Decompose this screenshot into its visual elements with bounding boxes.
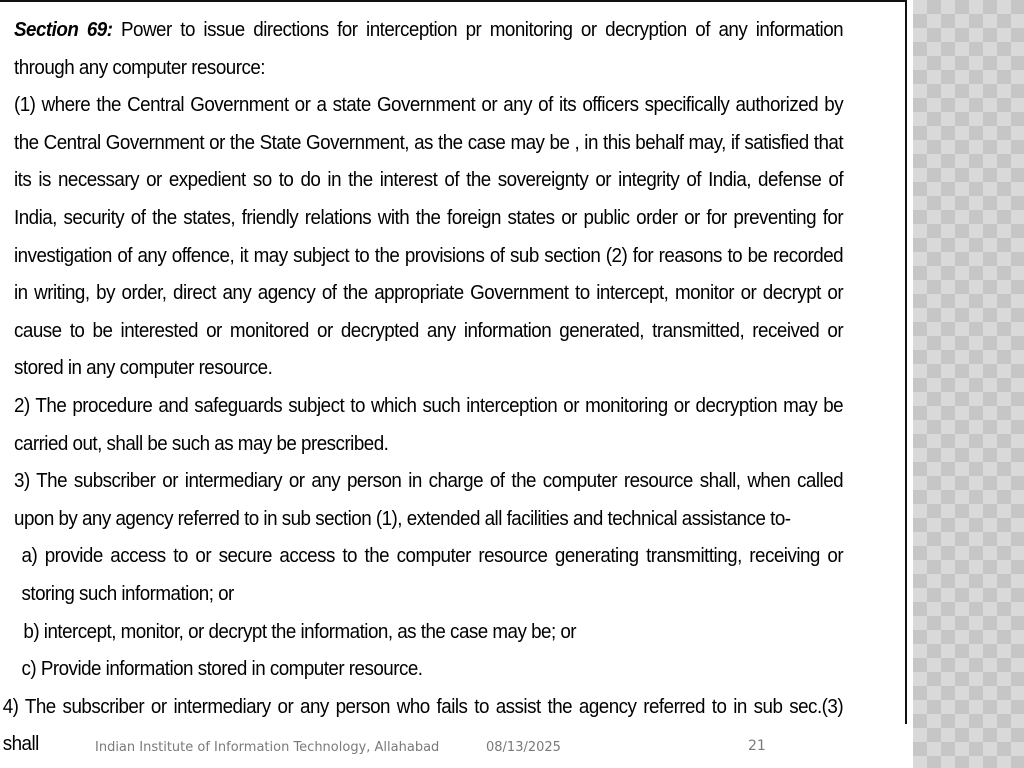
- section-title: Power to issue directions for interception pr monitoring or decryption of any information through any computer resource:: [14, 19, 844, 79]
- decorative-diamond-pattern: [913, 0, 1024, 768]
- footer-institution: Indian Institute of Information Technology, Allahabad: [95, 740, 440, 755]
- section-heading: [14, 12, 843, 87]
- paragraph-2: 2) The procedure and safeguards subject to which such interception or monitoring or decryption may be carried out, shall be such as may be prescribed.: [14, 394, 844, 455]
- paragraph-3c: c) Provide information stored in computer resource.: [21, 658, 423, 681]
- document-text: [2, 12, 844, 764]
- slide-number: 21: [748, 738, 766, 754]
- paragraph-3a: a) provide access to or secure access to the computer resource generating transmitting, receiving or storing such information; or: [21, 545, 844, 605]
- paragraph-3: 3) The subscriber or intermediary or any person in charge of the computer resource shall, when called upon by any agency referred to in sub section (1), extended all facilities and technical assistance to-: [14, 470, 844, 530]
- paragraph-3b: b) intercept, monitor, or decrypt the information, as the case may be; or: [23, 620, 577, 643]
- section-label: Section 69:: [14, 19, 113, 41]
- footer-date: 08/13/2025: [486, 740, 561, 755]
- paragraph-4: 4) The subscriber or intermediary or any person who fails to assist the agency referred to in sub sec.(3) shall: [2, 695, 844, 756]
- paragraph-1: (1) where the Central Government or a state Government or any of its officers specifically authorized by the Central Government or the State Government, as the case may be , in this behalf may, if satisfied that its is necessary or expedient so to do in the interest of the sovereignty or integrity of India, defense of India, security of the states, friendly relations with the foreign states or public order or for preventing for investigation of any offence, it may subject to the provisions of sub section (2) for reasons to be recorded in writing, by order, direct any agency of the appropriate Government to intercept, monitor or decrypt or cause to be interested or monitored or decrypted any information generated, transmitted, received or stored in any computer resource.: [14, 94, 844, 380]
